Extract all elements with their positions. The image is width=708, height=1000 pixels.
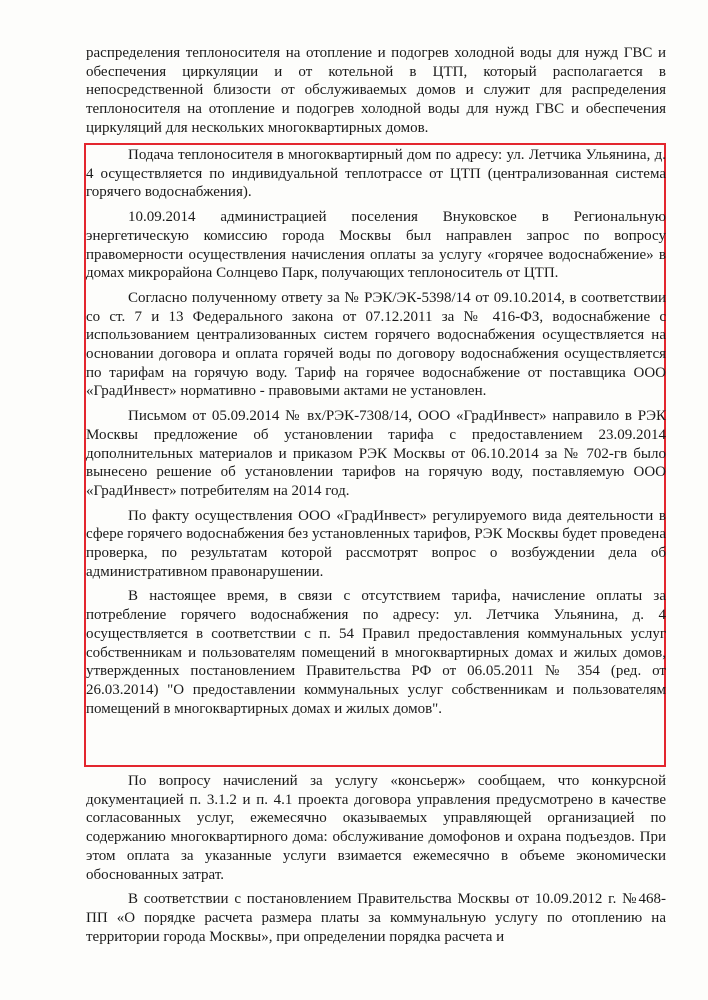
top-text-section (86, 44, 666, 144)
paragraph-response: Согласно полученному ответу за № РЭК/ЭК-5398/14 от 09.10.2014, в соответствии со ст. 7 и 13 Федерального закона от 07.12.2011 за № 416-ФЗ, водоснабжение с использованием централизованных систем горячего водоснабжения осуществляется на основании договора и оплата горячей воды по договору водоснабжения осуществляется по тарифам на горячую воду. Тариф на горячее водоснабжение от поставщика ООО «ГрадИнвест» нормативно - правовыми актами не установлен. (86, 289, 666, 400)
paragraph-heat-supply: Подача теплоносителя в многоквартирный дом по адресу: ул. Летчика Ульянина, д. 4 осуществляется по индивидуальной теплотрассе от ЦТП (централизованная система горячего водоснабжения). (86, 147, 666, 201)
paragraph-moscow-decree: В соответствии с постановлением Правительства Москвы от 10.09.2012 г. №468-ПП «О порядке расчета размера платы за коммунальную услугу по отоплению на территории города Москвы», при определении порядка расчета и (86, 891, 666, 945)
paragraph-current-billing: В настоящее время, в связи с отсутствием тарифа, начисление оплаты за потребление горячего водоснабжения по адресу: ул. Летчика Ульянина, д. 4 осуществляется в соответствии с п. 54 Правил предоставления коммунальных услуг собственникам и пользователям помещений в многоквартирных домах и жилых домов, утвержденных постановлением Правительства РФ от 06.05.2011 № 354 (ред. от 26.03.2014) "О предоставлении коммунальных услуг собственникам и пользователям помещений в многоквартирных домах и жилых домов". (86, 588, 666, 717)
paragraph-inspection: По факту осуществления ООО «ГрадИнвест» регулируемого вида деятельности в сфере горячего водоснабжения без установленных тарифов, РЭК Москвы будет проведена проверка, по результатам которой рассмотрят вопрос о возбуждении дела об административном правонарушении. (86, 507, 666, 580)
highlighted-section (86, 146, 666, 724)
paragraph-concierge: По вопросу начислений за услугу «консьерж» сообщаем, что конкурсной документацией п. 3.1.2 и п. 4.1 проекта договора управления предусмотрено в качестве согласованных услуг, ежемесячно оказываемых управляющей организацией по содержанию многоквартирного дома: обслуживание домофонов и охрана подъездов. При этом оплата за указанные услуги взимается ежемесячно в объеме экономически обоснованных затрат. (86, 773, 666, 883)
paragraph-letter: Письмом от 05.09.2014 № вх/РЭК-7308/14, ООО «ГрадИнвест» направило в РЭК Москвы предложение об установлении тарифа с предоставлением 23.09.2014 дополнительных материалов и приказом РЭК Москвы от 06.10.2014 за № 702-гв было вынесено решение об установлении тарифов на горячую воду, поставляемую ООО «ГрадИнвест» потребителям на 2014 год. (86, 408, 666, 499)
top-paragraph: распределения теплоносителя на отопление и подогрев холодной воды для нужд ГВС и обеспечения циркуляции и от котельной в ЦТП, который располагается в непосредственной близости от обслуживаемых домов и служит для распределения теплоносителя на отопление и подогрев холодной воды для нужд ГВС и обеспечения циркуляций для нескольких многоквартирных домов. (86, 45, 666, 136)
bottom-text-section (86, 772, 666, 952)
paragraph-request: 10.09.2014 администрацией поселения Внуковское в Региональную энергетическую комиссию города Москвы был направлен запрос по вопросу правомерности осуществления начисления оплаты за услугу «горячее водоснабжение» в домах микрорайона Солнцево Парк, получающих теплоноситель от ЦТП. (86, 209, 666, 282)
